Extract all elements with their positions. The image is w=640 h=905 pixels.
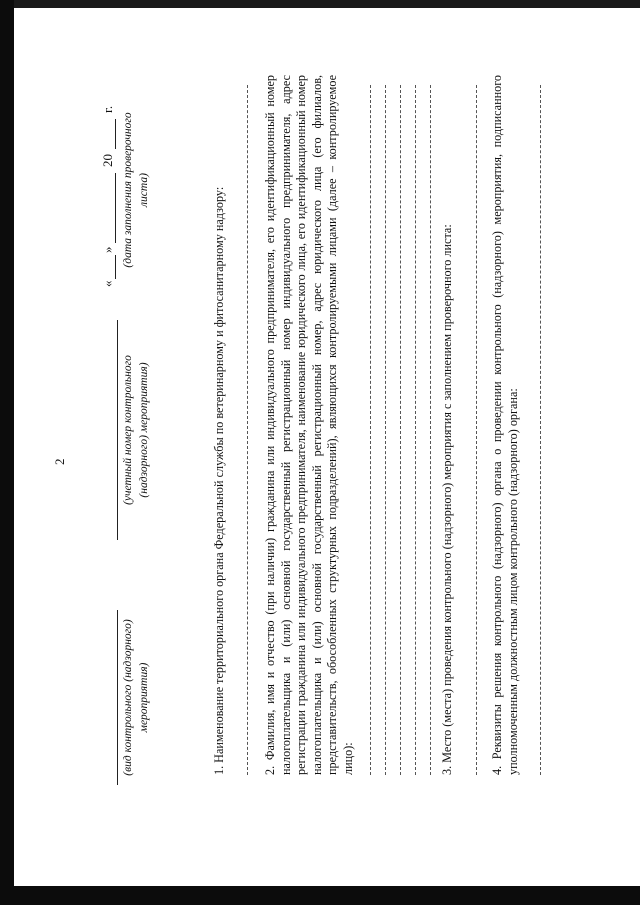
date-open-quote: « <box>100 280 115 287</box>
section-4 <box>490 75 521 775</box>
section-2-number: 2. <box>263 765 277 775</box>
page-number: 2 <box>52 458 67 465</box>
section-1-fill-line <box>247 85 248 775</box>
registration-number-caption: (учетный номер контрольного (надзорного) мероприятия) <box>122 355 150 505</box>
section-4-text: Реквизиты решения контрольного (надзорного) органа о проведении контрольного (надзорного) мероприятия, подписанного уполномоченным должностным лицом контрольного (надзорного) органа: <box>490 74 520 775</box>
section-2-text: Фамилия, имя и отчество (при наличии) гражданина или индивидуального предпринимателя, его идентификационный номер налогоплательщика и (или) основной государственный регистрационный номер индивидуального предпринимателя, адрес регистрации гражданина или индивидуального предпринимателя, наименование юридического лица, его идентификационный номер налогоплательщика и (или) основной государственный регистрационный номер, адрес юридического лица (его филиалов, представительств, обособленных структурных подразделений), являющихся контролируемыми лицами (далее – контролируемое лицо): <box>263 74 355 775</box>
section-4-number: 4. <box>490 765 504 775</box>
section-3-number: 3. <box>440 765 454 775</box>
section-1-number: 1. <box>212 765 226 775</box>
date-year-suffix: г. <box>100 105 115 113</box>
date-day-line <box>115 255 116 279</box>
date-year-line <box>115 119 116 149</box>
section-2 <box>263 75 356 775</box>
section-1-text: Наименование территориального органа Федеральной службы по ветеринарному и фитосанитарному надзору: <box>212 186 226 763</box>
section-3-text: Место (места) проведения контрольного (надзорного) мероприятия с заполнением проверочного листа: <box>440 224 454 763</box>
section-2-fill-line-3 <box>400 85 401 775</box>
section-1 <box>212 75 228 775</box>
section-3 <box>440 75 456 775</box>
event-type-line <box>117 610 118 785</box>
date-month-line <box>115 173 116 243</box>
date-field <box>100 97 116 287</box>
section-2-fill-line-4 <box>415 85 416 775</box>
section-2-fill-line-2 <box>385 85 386 775</box>
section-4-fill-line <box>540 85 541 775</box>
section-3-fill-line <box>476 85 477 775</box>
registration-number-line <box>117 320 118 540</box>
section-2-fill-line-5 <box>430 85 431 775</box>
date-close-quote: » <box>100 246 115 253</box>
event-type-caption: (вид контрольного (надзорного) мероприятия) <box>122 619 150 776</box>
section-2-fill-line-1 <box>370 85 371 775</box>
date-caption: (дата заполнения проверочного листа) <box>122 112 150 268</box>
date-year: 20 <box>100 154 115 167</box>
